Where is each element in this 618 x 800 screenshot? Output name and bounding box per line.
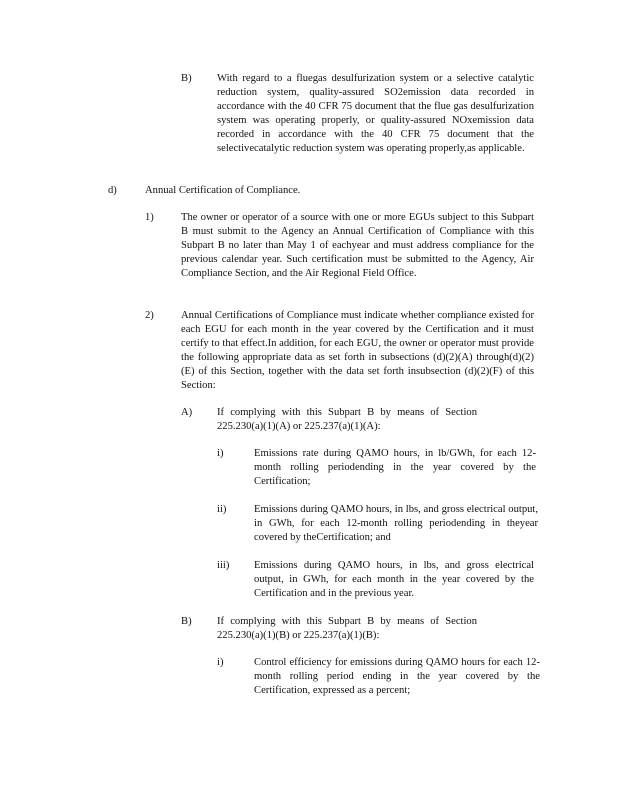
- item-text: The owner or operator of a source with one or more EGUs subject to this Subpart B must submit to the Agency an Annual Certification of Compliance with this Subpart B no later than May 1 of eachyear and must address compliance for the previous calendar year. Such certification must be submitted to the Agency, Air Compliance Section, and the Air Regional Field Office.: [181, 212, 534, 279]
- item-label: A): [181, 407, 193, 418]
- item-label: iii): [217, 560, 230, 571]
- item-label: i): [217, 657, 224, 668]
- item-label: B): [181, 73, 192, 84]
- item-text: Control efficiency for emissions during QAMO hours for each 12-month rolling period ending in the year covered by the Certification, expressed as a percent;: [254, 657, 540, 696]
- item-text: If complying with this Subpart B by means of Section 225.230(a)(1)(A) or 225.237(a)(1)(A):: [217, 407, 477, 432]
- item-label: d): [108, 185, 117, 196]
- item-text: Emissions during QAMO hours, in lbs, and gross electrical output, in GWh, for each 12-month rolling periodending in theyear covered by theCertification; and: [254, 504, 538, 543]
- item-text: With regard to a fluegas desulfurization system or a selective catalytic reduction system, quality-assured SO2emission data recorded in accordance with the 40 CFR 75 document that the flue gas desulfurization system was operating properly, or quality-assured NOxemission data recorded in accordance with the 40 CFR 75 document that the selectivecatalytic reduction system was operating properly,as applicable.: [217, 73, 534, 154]
- item-label: ii): [217, 504, 227, 515]
- item-label: B): [181, 616, 192, 627]
- item-text: Emissions during QAMO hours, in lbs, and gross electrical output, in GWh, for each month in the year covered by the Certification and in the previous year.: [254, 560, 534, 599]
- item-label: 2): [145, 310, 154, 321]
- item-text: Annual Certification of Compliance.: [145, 185, 301, 196]
- item-text: Annual Certifications of Compliance must indicate whether compliance existed for each EGU for each month in the year covered by the Certification and it must certify to that effect.In addition, for each EGU, the owner or operator must provide the following appropriate data as set forth in subsections (d)(2)(A) through(d)(2)(E) of this Section, together with the data set forth insubsection (d)(2)(F) of this Section:: [181, 310, 534, 391]
- item-label: 1): [145, 212, 154, 223]
- item-text: Emissions rate during QAMO hours, in lb/GWh, for each 12-month rolling periodending in the year covered by the Certification;: [254, 448, 536, 487]
- item-label: i): [217, 448, 224, 459]
- item-text: If complying with this Subpart B by means of Section 225.230(a)(1)(B) or 225.237(a)(1)(B):: [217, 616, 477, 641]
